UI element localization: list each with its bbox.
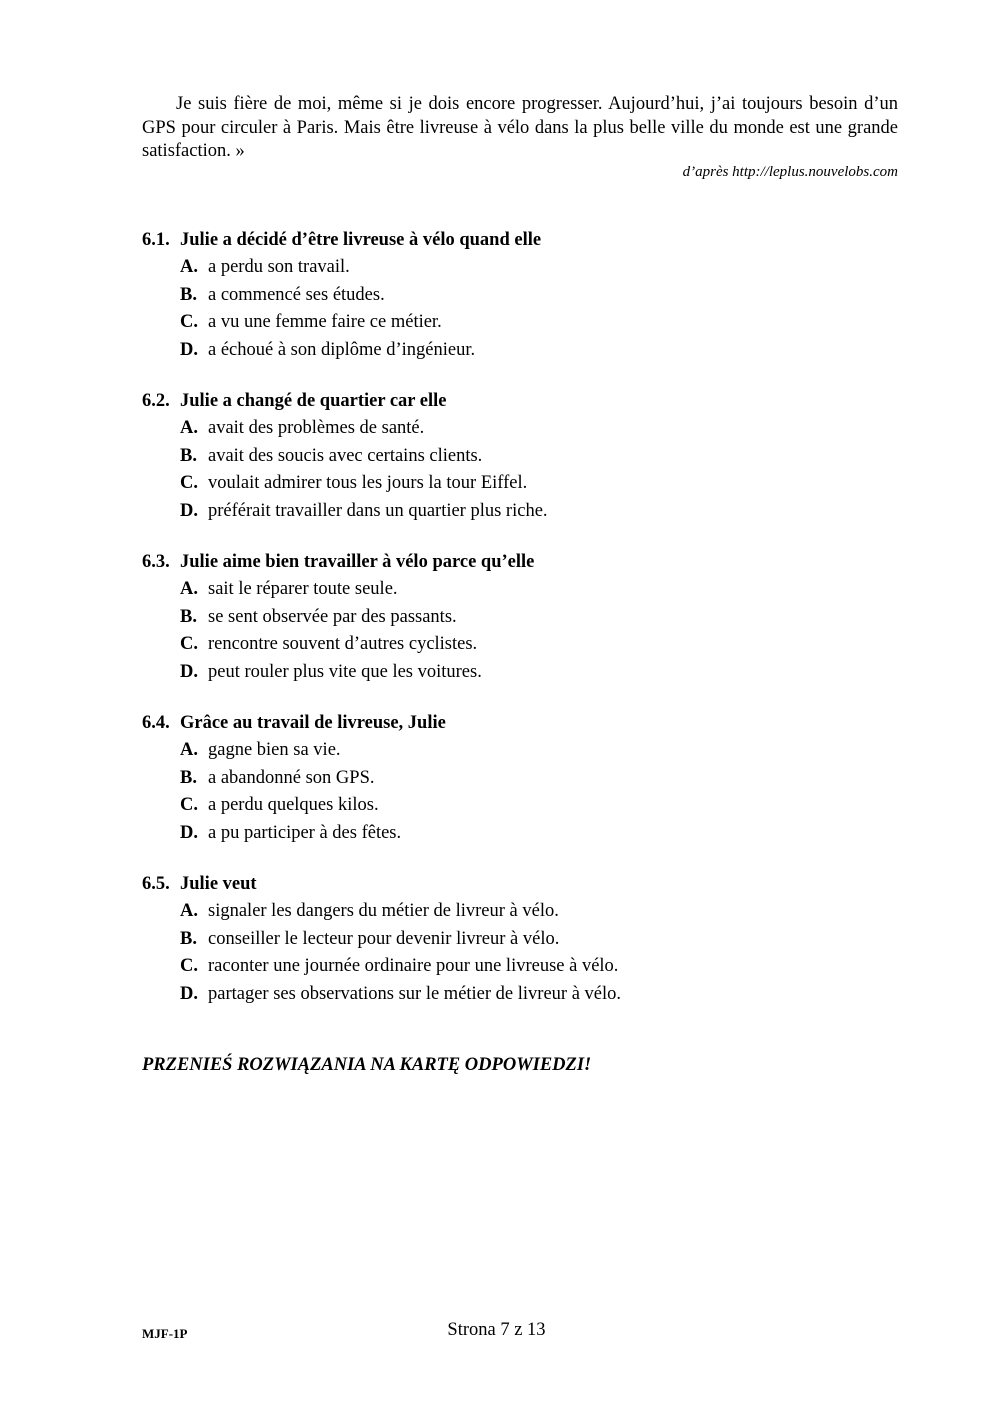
option-text: a commencé ses études. [208, 284, 385, 305]
option-text: a perdu quelques kilos. [208, 795, 379, 816]
question-number: 6.5. [142, 874, 170, 894]
option-a [142, 898, 902, 926]
option-b [142, 443, 902, 471]
option-text: partager ses observations sur le métier de livreur à vélo. [208, 983, 622, 1004]
page-number: Strona 7 z 13 [447, 1320, 546, 1340]
option-text: conseiller le lecteur pour devenir livreur à vélo. [208, 928, 560, 949]
option-letter: B. [180, 284, 197, 305]
intro-text [142, 93, 898, 164]
option-a [142, 415, 902, 443]
option-text: raconter une journée ordinaire pour une livreuse à vélo. [208, 956, 619, 977]
option-letter: B. [180, 928, 197, 949]
option-text: a échoué à son diplôme d’ingénieur. [208, 339, 476, 360]
option-text: voulait admirer tous les jours la tour Eiffel. [208, 473, 528, 494]
option-letter: D. [180, 822, 198, 843]
option-c [142, 309, 902, 337]
question-6-4 [142, 710, 902, 847]
option-text: avait des soucis avec certains clients. [208, 445, 483, 466]
option-letter: A. [180, 740, 198, 760]
option-letter: A. [180, 579, 198, 599]
question-title [142, 227, 902, 254]
question-text: Grâce au travail de livreuse, Julie [180, 713, 446, 733]
option-b [142, 926, 902, 954]
option-letter: D. [180, 983, 198, 1004]
exam-code: MJF-1P [142, 1326, 188, 1341]
question-number: 6.2. [142, 391, 170, 411]
option-letter: C. [180, 473, 198, 494]
option-text: a perdu son travail. [208, 257, 350, 277]
option-text: peut rouler plus vite que les voitures. [208, 661, 482, 682]
option-letter: C. [180, 795, 198, 816]
question-title [142, 549, 902, 576]
option-a [142, 576, 902, 604]
option-letter: B. [180, 445, 197, 466]
question-6-3 [142, 549, 902, 686]
option-letter: B. [180, 606, 197, 627]
option-a [142, 737, 902, 765]
question-6-2 [142, 388, 902, 525]
option-text: a pu participer à des fêtes. [208, 822, 402, 843]
option-c [142, 470, 902, 498]
option-c [142, 631, 902, 659]
option-text: signaler les dangers du métier de livreur à vélo. [208, 901, 559, 921]
option-c [142, 792, 902, 820]
option-letter: A. [180, 901, 198, 921]
option-a [142, 254, 902, 282]
option-letter: A. [180, 418, 198, 438]
option-c [142, 953, 902, 981]
question-text: Julie a changé de quartier car elle [180, 391, 447, 411]
question-text: Julie a décidé d’être livreuse à vélo quand elle [180, 230, 542, 250]
option-b [142, 282, 902, 310]
question-6-5 [142, 871, 902, 1008]
option-text: se sent observée par des passants. [208, 606, 457, 627]
option-b [142, 765, 902, 793]
option-text: a abandonné son GPS. [208, 767, 375, 788]
question-text: Julie aime bien travailler à vélo parce qu’elle [180, 552, 535, 572]
option-d [142, 659, 902, 687]
option-letter: C. [180, 956, 198, 977]
option-text: avait des problèmes de santé. [208, 418, 425, 438]
option-text: a vu une femme faire ce métier. [208, 312, 442, 333]
option-b [142, 604, 902, 632]
option-letter: D. [180, 500, 198, 521]
source-citation: d’après http://leplus.nouvelobs.com [682, 164, 898, 180]
option-d [142, 337, 902, 365]
question-number: 6.1. [142, 230, 170, 250]
question-title [142, 710, 902, 737]
option-letter: C. [180, 312, 198, 333]
option-letter: B. [180, 767, 197, 788]
question-text: Julie veut [180, 874, 257, 894]
option-d [142, 981, 902, 1009]
option-letter: A. [180, 257, 198, 277]
option-d [142, 498, 902, 526]
option-text: gagne bien sa vie. [208, 740, 341, 760]
question-6-1 [142, 227, 902, 364]
question-number: 6.3. [142, 552, 170, 572]
option-letter: D. [180, 339, 198, 360]
option-text: rencontre souvent d’autres cyclistes. [208, 634, 478, 655]
option-letter: C. [180, 634, 198, 655]
transfer-answers-instruction: PRZENIEŚ ROZWIĄZANIA NA KARTĘ ODPOWIEDZI! [142, 1055, 592, 1075]
question-title [142, 388, 902, 415]
option-text: préférait travailler dans un quartier plus riche. [208, 500, 548, 521]
question-number: 6.4. [142, 713, 170, 733]
intro-paragraph: Je suis fière de moi, même si je dois encore progresser. Aujourd’hui, j’ai toujours besoin d’un GPS pour circuler à Paris. Mais être livreuse à vélo dans la plus belle ville du monde est une grande satisfaction. » [142, 94, 898, 161]
option-text: sait le réparer toute seule. [208, 579, 398, 599]
option-d [142, 820, 902, 848]
option-letter: D. [180, 661, 198, 682]
question-title [142, 871, 902, 898]
